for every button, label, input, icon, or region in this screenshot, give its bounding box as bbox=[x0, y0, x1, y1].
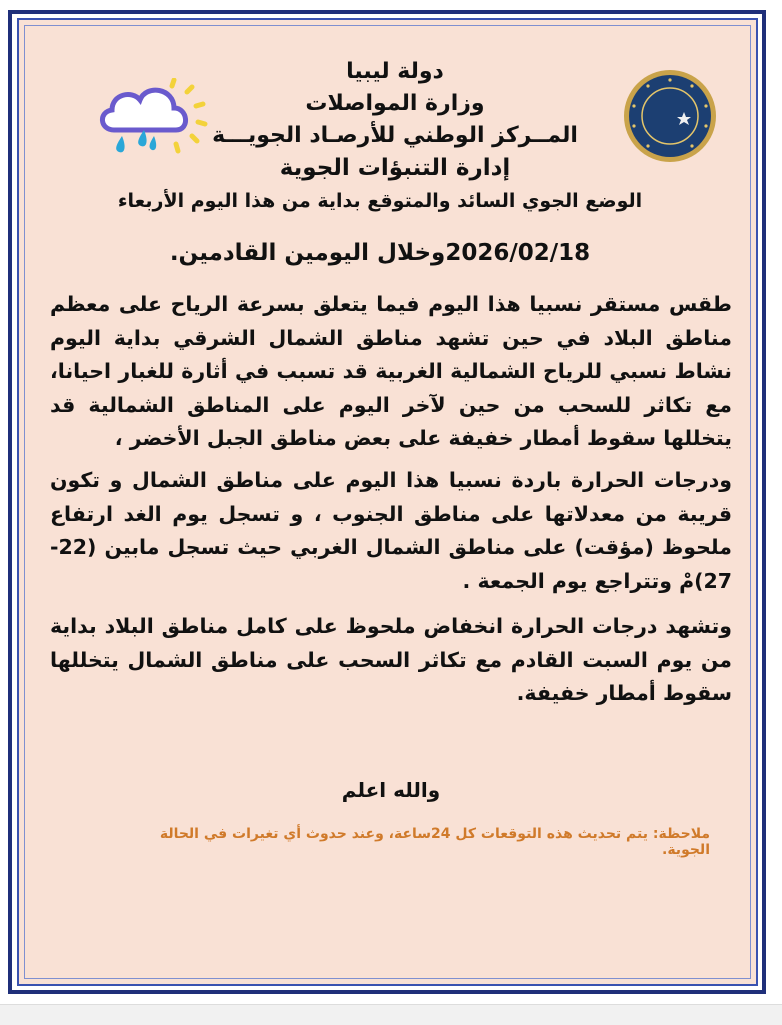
ministry-name: وزارة المواصلات bbox=[305, 91, 485, 116]
bottom-strip bbox=[0, 1004, 782, 1025]
center-name: المــركز الوطني للأرصـاد الجويـــة bbox=[212, 123, 578, 148]
update-note: ملاحظة: يتم تحديث هذه التوقعات كل 24ساعة، وعند حدوث أي تغيرات في الحالة الجوية. bbox=[159, 826, 710, 858]
national-seal-icon bbox=[622, 68, 718, 164]
forecast-paragraph-temperature: ودرجات الحرارة باردة نسبيا هذا اليوم على مناطق الشمال و تكون قريبة من معدلاتها على مناطق الجنوب ، و تسجل يوم الغد ارتفاع ملحوظ (مؤقت) على مناطق الشمال الغربي حيث تسجل مابين (22- 27)مْ وتتراجع يوم الجمعة . bbox=[50, 468, 732, 593]
forecast-paragraph-outlook: وتشهد درجات الحرارة انخفاض ملحوظ على كامل مناطق البلاد بداية من يوم السبت القادم مع تكاثر السحب على مناطق الشمال يتخللها سقوط أمطار خفيفة. bbox=[50, 614, 732, 705]
forecast-date-line: 2026/02/18وخلال اليومين القادمين. bbox=[169, 240, 591, 266]
country-name: دولة ليبيا bbox=[346, 59, 444, 84]
department-name: إدارة التنبؤات الجوية bbox=[279, 155, 511, 181]
header-block bbox=[190, 56, 600, 184]
closing-phrase: والله اعلم bbox=[341, 778, 441, 802]
forecast-paragraph-wind: طقس مستقر نسبيا هذا اليوم فيما يتعلق بسرعة الرياح على معظم مناطق البلاد في حين تشهد مناطق الشمال الشرقي بداية اليوم نشاط نسبي للرياح الشمالية الغربية قد تسبب في أثارة للغبار احيانا، مع تكاثر للسحب من حين لآخر اليوم على المناطق الشمالية قد يتخللها سقوط أمطار خفيفة على بعض مناطق الجبل الأخضر ، bbox=[50, 292, 732, 450]
forecast-subtitle: الوضع الجوي السائد والمتوقع بداية من هذا اليوم الأربعاء bbox=[117, 190, 643, 212]
